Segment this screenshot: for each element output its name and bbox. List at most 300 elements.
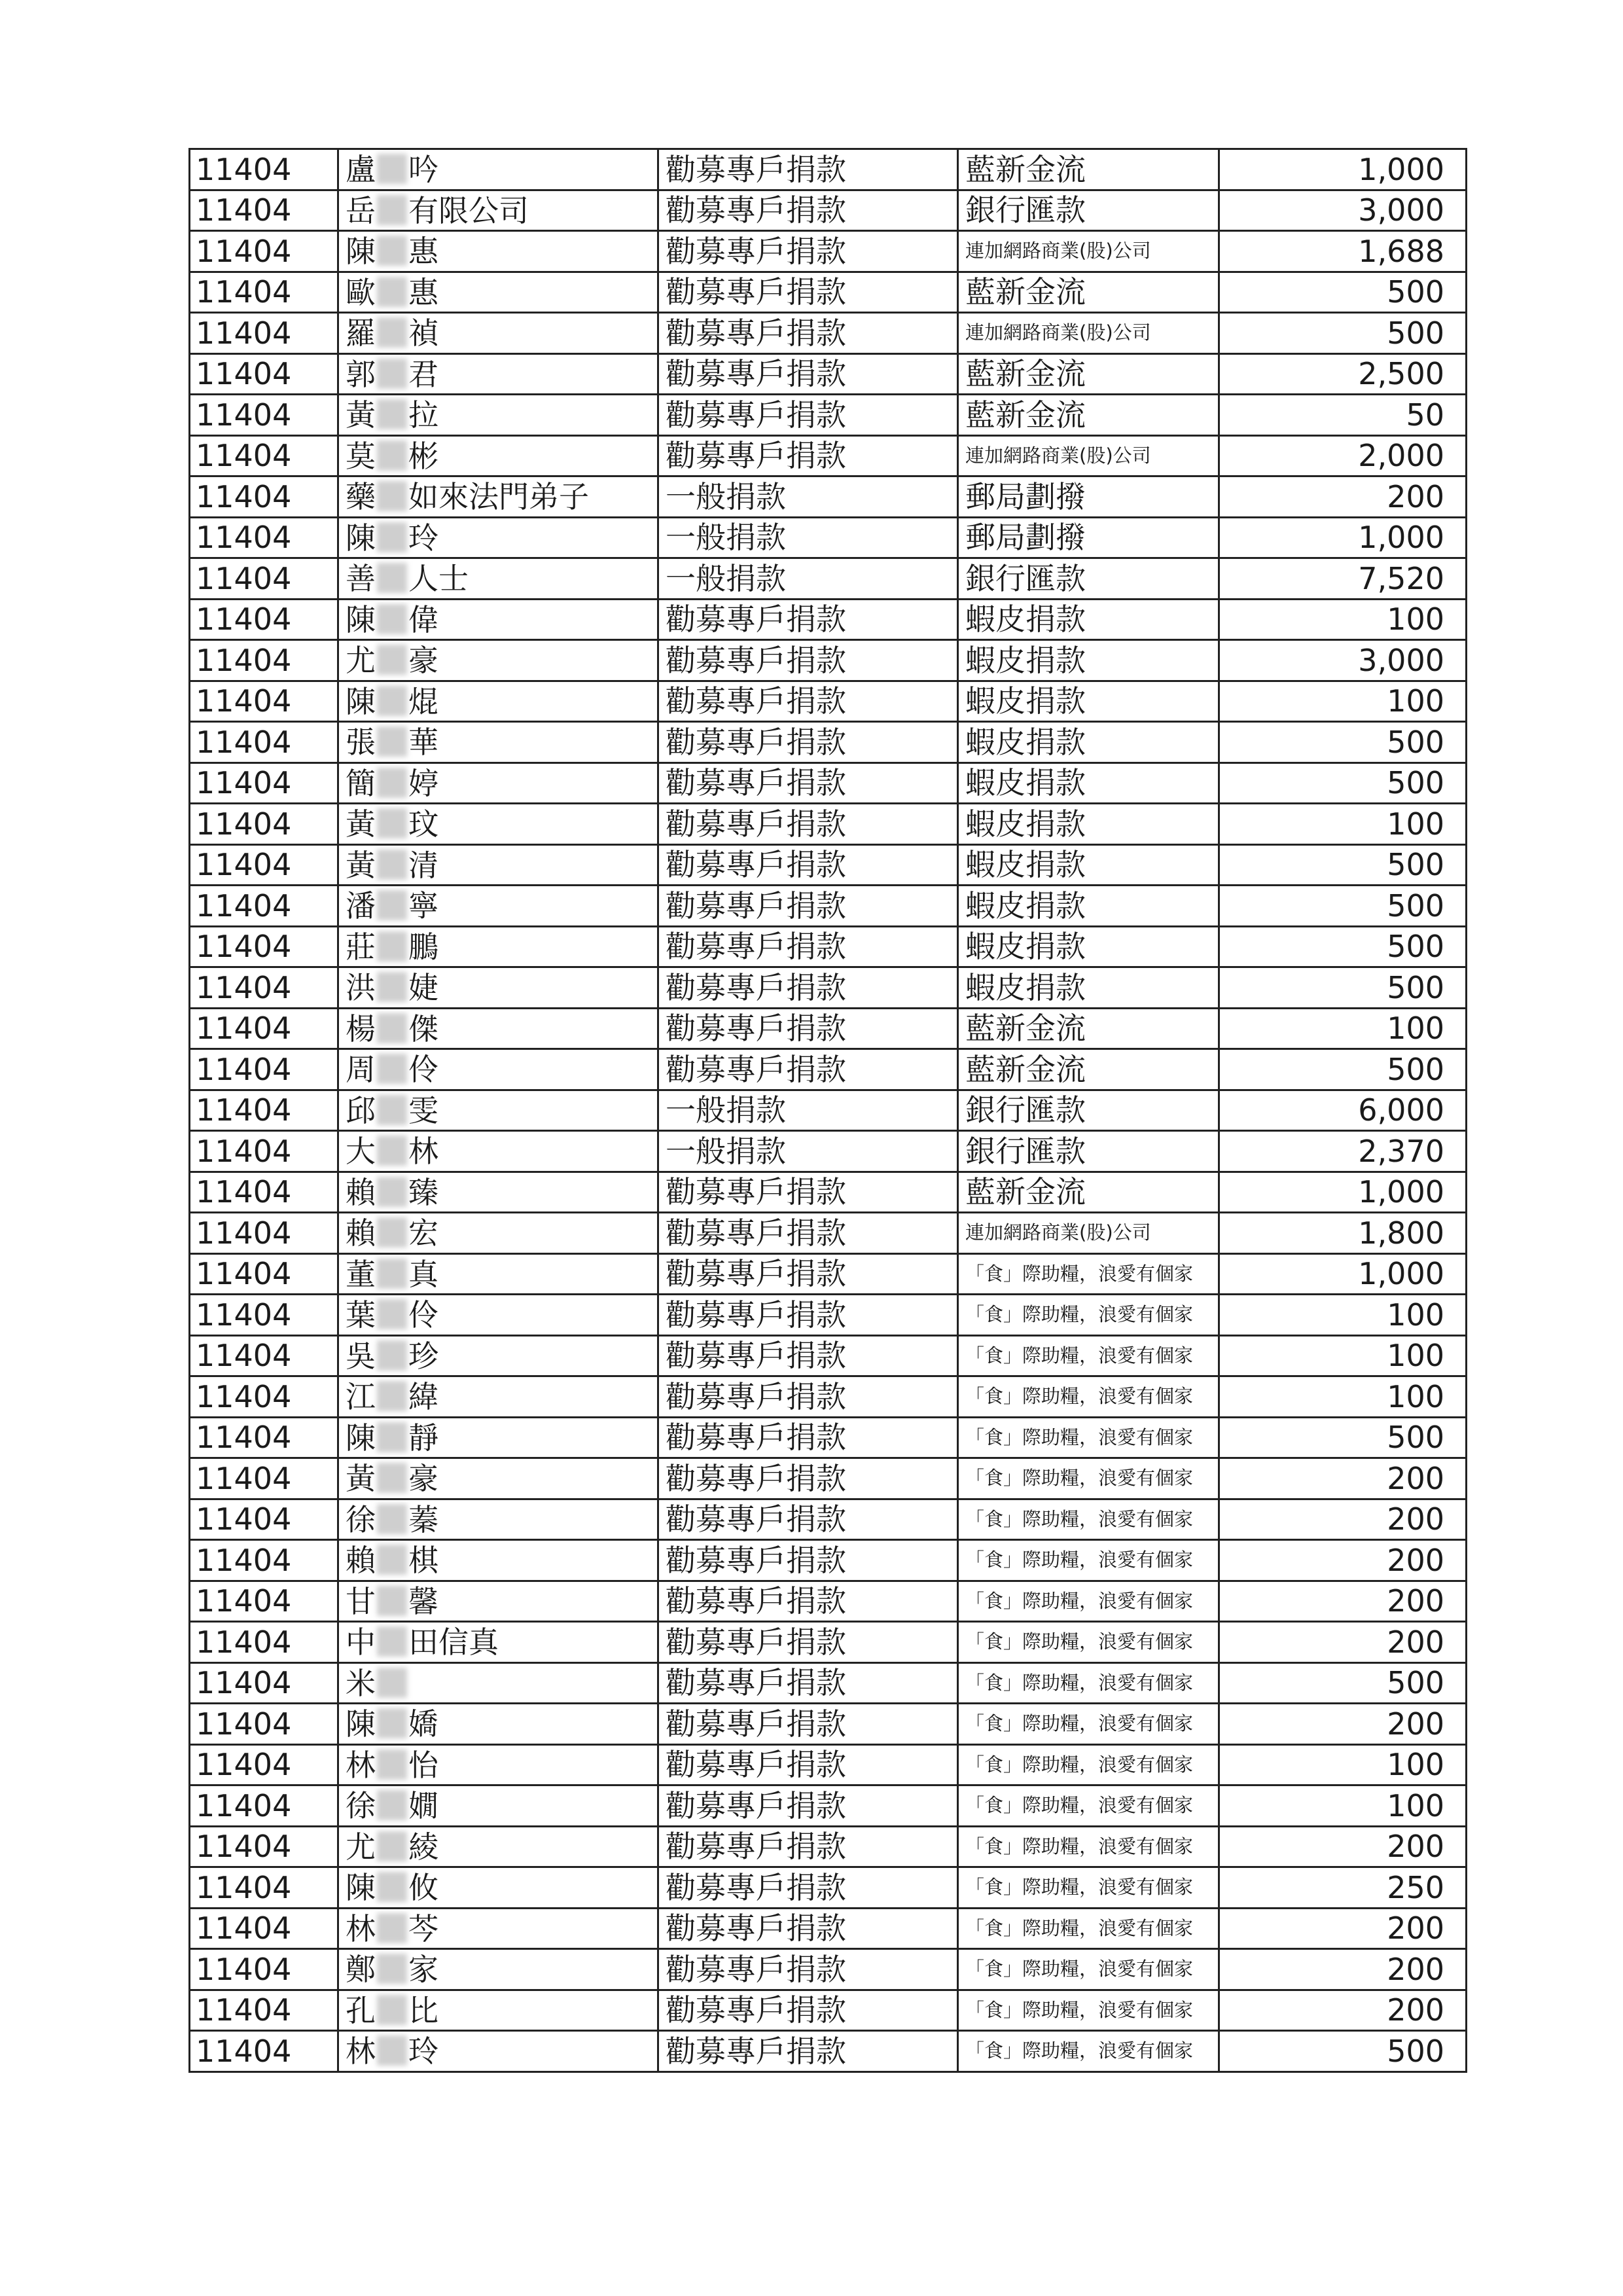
donor-name-first: 大 (346, 1134, 376, 1170)
payment-method-cell: 蝦皮捐款 (958, 886, 1219, 927)
donation-item-cell: 勸募專戶捐款 (658, 395, 958, 436)
donation-item-cell: 勸募專戶捐款 (658, 313, 958, 354)
month-cell: 11404 (190, 1581, 338, 1622)
amount-cell: 200 (1219, 1704, 1467, 1745)
payment-method-cell: 「食」際助糧，浪愛有個家 (958, 1253, 1219, 1295)
donation-item-cell: 勸募專戶捐款 (658, 886, 958, 927)
donor-name-cell (338, 722, 658, 763)
donor-name-cell (338, 435, 658, 476)
month-cell: 11404 (190, 1253, 338, 1295)
donor-name-last: 蓁 (408, 1501, 438, 1537)
payment-method-cell: 蝦皮捐款 (958, 599, 1219, 640)
donation-item-cell: 勸募專戶捐款 (658, 1867, 958, 1909)
name-redaction-blur (377, 1586, 407, 1616)
donor-name-cell (338, 2031, 658, 2072)
table-row (190, 476, 1467, 518)
donor-name-first: 黃 (346, 1461, 376, 1497)
table-row (190, 1131, 1467, 1172)
payment-method-cell: 「食」際助糧，浪愛有個家 (958, 1376, 1219, 1418)
payment-method-cell: 郵局劃撥 (958, 517, 1219, 558)
month-cell: 11404 (190, 231, 338, 272)
payment-method-cell: 蝦皮捐款 (958, 967, 1219, 1009)
table-row (190, 1540, 1467, 1581)
table-row (190, 395, 1467, 436)
donor-name-last: 珍 (408, 1338, 438, 1374)
month-cell: 11404 (190, 1949, 338, 1990)
donor-name-first: 陳 (346, 1420, 376, 1456)
donation-item-cell: 勸募專戶捐款 (658, 1335, 958, 1376)
amount-cell: 500 (1219, 1662, 1467, 1704)
donor-name-cell (338, 231, 658, 272)
payment-method-cell: 連加網路商業(股)公司 (958, 1213, 1219, 1254)
donor-name-last: 玟 (408, 806, 438, 842)
month-cell: 11404 (190, 1458, 338, 1499)
donor-name-last: 玲 (408, 2034, 438, 2070)
amount-cell: 3,000 (1219, 190, 1467, 231)
table-row (190, 1785, 1467, 1827)
donor-name-cell (338, 1417, 658, 1458)
donation-item-cell: 勸募專戶捐款 (658, 1908, 958, 1949)
donation-item-cell: 勸募專戶捐款 (658, 681, 958, 722)
payment-method-cell: 「食」際助糧，浪愛有個家 (958, 1622, 1219, 1663)
amount-cell: 1,000 (1219, 1253, 1467, 1295)
table-row (190, 1458, 1467, 1499)
donor-name-cell (338, 1090, 658, 1131)
donor-name-first: 徐 (346, 1788, 376, 1824)
amount-cell: 500 (1219, 967, 1467, 1009)
donor-name-cell (338, 1253, 658, 1295)
donor-name-cell (338, 1499, 658, 1540)
month-cell: 11404 (190, 1744, 338, 1785)
table-row (190, 517, 1467, 558)
month-cell: 11404 (190, 1908, 338, 1949)
donor-name-cell (338, 1949, 658, 1990)
donor-name-last: 靜 (408, 1420, 438, 1456)
amount-cell: 1,000 (1219, 517, 1467, 558)
donation-item-cell: 勸募專戶捐款 (658, 1172, 958, 1213)
payment-method-cell: 蝦皮捐款 (958, 681, 1219, 722)
month-cell: 11404 (190, 272, 338, 313)
amount-cell: 100 (1219, 1008, 1467, 1049)
donor-name-last: 婷 (408, 765, 438, 801)
donation-item-cell: 勸募專戶捐款 (658, 762, 958, 804)
payment-method-cell: 蝦皮捐款 (958, 844, 1219, 886)
table-row (190, 1949, 1467, 1990)
name-redaction-blur (377, 1831, 407, 1861)
name-redaction-blur (377, 236, 407, 266)
donation-item-cell: 勸募專戶捐款 (658, 1458, 958, 1499)
payment-method-cell: 「食」際助糧，浪愛有個家 (958, 1417, 1219, 1458)
table-row (190, 435, 1467, 476)
donation-item-cell: 勸募專戶捐款 (658, 190, 958, 231)
donor-name-first: 邱 (346, 1092, 376, 1128)
amount-cell: 100 (1219, 1785, 1467, 1827)
amount-cell: 500 (1219, 272, 1467, 313)
donation-item-cell: 勸募專戶捐款 (658, 1704, 958, 1745)
name-redaction-blur (377, 1259, 407, 1289)
table-row (190, 844, 1467, 886)
amount-cell: 100 (1219, 1335, 1467, 1376)
amount-cell: 500 (1219, 2031, 1467, 2072)
donor-name-first: 陳 (346, 601, 376, 637)
donor-name-cell (338, 926, 658, 967)
donor-name-cell (338, 395, 658, 436)
donor-name-cell (338, 1867, 658, 1909)
donor-name-first: 楊 (346, 1011, 376, 1047)
name-redaction-blur (377, 1954, 407, 1984)
payment-method-cell: 蝦皮捐款 (958, 640, 1219, 681)
month-cell: 11404 (190, 1376, 338, 1418)
donor-name-first: 陳 (346, 234, 376, 270)
month-cell: 11404 (190, 2031, 338, 2072)
payment-method-cell: 連加網路商業(股)公司 (958, 231, 1219, 272)
donor-name-last: 婕 (408, 970, 438, 1006)
table-row (190, 1213, 1467, 1254)
donor-name-last: 惠 (408, 274, 438, 310)
donor-name-cell (338, 681, 658, 722)
month-cell: 11404 (190, 395, 338, 436)
name-redaction-blur (377, 440, 407, 471)
month-cell: 11404 (190, 517, 338, 558)
amount-cell: 6,000 (1219, 1090, 1467, 1131)
name-redaction-blur (377, 604, 407, 634)
amount-cell: 250 (1219, 1867, 1467, 1909)
donor-name-last: 禎 (408, 315, 438, 351)
name-redaction-blur (377, 277, 407, 307)
donor-name-first: 岳 (346, 192, 376, 228)
table-row (190, 1295, 1467, 1336)
donation-item-cell: 勸募專戶捐款 (658, 640, 958, 681)
payment-method-cell: 「食」際助糧，浪愛有個家 (958, 1335, 1219, 1376)
donor-name-last: 林 (408, 1134, 438, 1170)
donor-name-last: 緯 (408, 1379, 438, 1415)
donation-item-cell: 勸募專戶捐款 (658, 1417, 958, 1458)
donor-name-first: 董 (346, 1256, 376, 1292)
payment-method-cell: 「食」際助糧，浪愛有個家 (958, 1867, 1219, 1909)
name-redaction-blur (377, 1095, 407, 1125)
amount-cell: 100 (1219, 681, 1467, 722)
payment-method-cell: 「食」際助糧，浪愛有個家 (958, 1662, 1219, 1704)
donor-name-cell (338, 1213, 658, 1254)
amount-cell: 100 (1219, 804, 1467, 845)
donor-name-first: 賴 (346, 1543, 376, 1579)
name-redaction-blur (377, 931, 407, 961)
payment-method-cell: 郵局劃撥 (958, 476, 1219, 518)
payment-method-cell: 「食」際助糧，浪愛有個家 (958, 1744, 1219, 1785)
donor-name-last: 寧 (408, 888, 438, 924)
amount-cell: 200 (1219, 1499, 1467, 1540)
amount-cell: 200 (1219, 1949, 1467, 1990)
donation-item-cell: 勸募專戶捐款 (658, 435, 958, 476)
donor-name-cell (338, 1458, 658, 1499)
donor-name-first: 林 (346, 2034, 376, 2070)
donation-item-cell: 勸募專戶捐款 (658, 599, 958, 640)
donor-name-cell (338, 1581, 658, 1622)
month-cell: 11404 (190, 1662, 338, 1704)
donor-name-cell (338, 1295, 658, 1336)
month-cell: 11404 (190, 844, 338, 886)
amount-cell: 2,370 (1219, 1131, 1467, 1172)
name-redaction-blur (377, 195, 407, 225)
donation-item-cell: 勸募專戶捐款 (658, 1253, 958, 1295)
name-redaction-blur (377, 1422, 407, 1452)
table-row (190, 1499, 1467, 1540)
month-cell: 11404 (190, 1172, 338, 1213)
amount-cell: 100 (1219, 1744, 1467, 1785)
month-cell: 11404 (190, 1417, 338, 1458)
donation-item-cell: 勸募專戶捐款 (658, 272, 958, 313)
donor-name-last: 伶 (408, 1052, 438, 1088)
payment-method-cell: 藍新金流 (958, 395, 1219, 436)
amount-cell: 200 (1219, 1826, 1467, 1867)
name-redaction-blur (377, 563, 407, 593)
donor-name-last: 君 (408, 356, 438, 392)
donor-name-cell (338, 1704, 658, 1745)
donor-name-first: 陳 (346, 1706, 376, 1742)
donor-name-cell (338, 1049, 658, 1090)
donation-item-cell: 勸募專戶捐款 (658, 804, 958, 845)
name-redaction-blur (377, 1463, 407, 1493)
name-redaction-blur (377, 1381, 407, 1411)
donation-item-cell: 勸募專戶捐款 (658, 2031, 958, 2072)
donation-item-cell: 一般捐款 (658, 476, 958, 518)
donor-name-cell (338, 640, 658, 681)
name-redaction-blur (377, 1626, 407, 1657)
table-row (190, 1622, 1467, 1663)
payment-method-cell: 「食」際助糧，浪愛有個家 (958, 1826, 1219, 1867)
donor-name-last: 家 (408, 1952, 438, 1988)
amount-cell: 7,520 (1219, 558, 1467, 600)
name-redaction-blur (377, 1340, 407, 1371)
donation-item-cell: 一般捐款 (658, 558, 958, 600)
donation-item-cell: 勸募專戶捐款 (658, 1744, 958, 1785)
name-redaction-blur (377, 1749, 407, 1780)
donation-table-body (190, 149, 1467, 2072)
donor-name-first: 尤 (346, 1829, 376, 1865)
amount-cell: 500 (1219, 926, 1467, 967)
donor-name-cell (338, 599, 658, 640)
donor-name-last: 嫺 (408, 1788, 438, 1824)
donor-name-last: 豪 (408, 643, 438, 679)
month-cell: 11404 (190, 1131, 338, 1172)
table-row (190, 886, 1467, 927)
donor-name-cell (338, 1131, 658, 1172)
donor-name-cell (338, 1376, 658, 1418)
donor-name-last: 綾 (408, 1829, 438, 1865)
donor-name-first: 鄭 (346, 1952, 376, 1988)
donor-name-last: 真 (408, 1256, 438, 1292)
donation-item-cell: 勸募專戶捐款 (658, 1785, 958, 1827)
donor-name-first: 米 (346, 1665, 376, 1701)
payment-method-cell: 藍新金流 (958, 1008, 1219, 1049)
donation-item-cell: 勸募專戶捐款 (658, 1581, 958, 1622)
donor-name-first: 黃 (346, 397, 376, 433)
table-row (190, 190, 1467, 231)
payment-method-cell: 蝦皮捐款 (958, 804, 1219, 845)
donor-name-cell (338, 517, 658, 558)
payment-method-cell: 「食」際助糧，浪愛有個家 (958, 1295, 1219, 1336)
amount-cell: 100 (1219, 599, 1467, 640)
donor-name-first: 葉 (346, 1297, 376, 1333)
month-cell: 11404 (190, 599, 338, 640)
amount-cell: 2,500 (1219, 353, 1467, 395)
table-row (190, 926, 1467, 967)
donation-item-cell: 勸募專戶捐款 (658, 149, 958, 190)
donor-name-last: 豪 (408, 1461, 438, 1497)
payment-method-cell: 銀行匯款 (958, 190, 1219, 231)
donor-name-cell (338, 1744, 658, 1785)
amount-cell: 200 (1219, 476, 1467, 518)
name-redaction-blur (377, 645, 407, 675)
table-row (190, 558, 1467, 600)
donor-name-first: 陳 (346, 1870, 376, 1906)
donation-item-cell: 勸募專戶捐款 (658, 1540, 958, 1581)
name-redaction-blur (377, 1217, 407, 1247)
name-redaction-blur (377, 399, 407, 429)
donor-name-first: 莫 (346, 438, 376, 474)
month-cell: 11404 (190, 804, 338, 845)
donor-name-first: 羅 (346, 315, 376, 351)
donation-item-cell: 一般捐款 (658, 1090, 958, 1131)
donation-item-cell: 勸募專戶捐款 (658, 1662, 958, 1704)
donor-name-cell (338, 272, 658, 313)
month-cell: 11404 (190, 762, 338, 804)
donor-name-cell (338, 1990, 658, 2031)
payment-method-cell: 「食」際助糧，浪愛有個家 (958, 1785, 1219, 1827)
payment-method-cell: 連加網路商業(股)公司 (958, 313, 1219, 354)
month-cell: 11404 (190, 640, 338, 681)
donation-item-cell: 勸募專戶捐款 (658, 1376, 958, 1418)
month-cell: 11404 (190, 1622, 338, 1663)
payment-method-cell: 「食」際助糧，浪愛有個家 (958, 1990, 1219, 2031)
donor-name-cell (338, 190, 658, 231)
month-cell: 11404 (190, 1295, 338, 1336)
amount-cell: 500 (1219, 844, 1467, 886)
donor-name-first: 黃 (346, 806, 376, 842)
month-cell: 11404 (190, 435, 338, 476)
donor-name-first: 林 (346, 1910, 376, 1946)
payment-method-cell: 「食」際助糧，浪愛有個家 (958, 1458, 1219, 1499)
donor-name-last: 嬌 (408, 1706, 438, 1742)
donor-name-last: 馨 (408, 1583, 438, 1619)
table-row (190, 1172, 1467, 1213)
payment-method-cell: 藍新金流 (958, 272, 1219, 313)
payment-method-cell: 藍新金流 (958, 353, 1219, 395)
payment-method-cell: 「食」際助糧，浪愛有個家 (958, 1581, 1219, 1622)
donation-item-cell: 勸募專戶捐款 (658, 1499, 958, 1540)
payment-method-cell: 蝦皮捐款 (958, 722, 1219, 763)
donor-name-last: 田信真 (408, 1624, 499, 1660)
amount-cell: 1,800 (1219, 1213, 1467, 1254)
name-redaction-blur (377, 850, 407, 880)
donor-name-first: 林 (346, 1747, 376, 1783)
amount-cell: 200 (1219, 1990, 1467, 2031)
name-redaction-blur (377, 1790, 407, 1820)
donor-name-last: 焜 (408, 683, 438, 719)
donor-name-cell (338, 149, 658, 190)
amount-cell: 500 (1219, 1417, 1467, 1458)
amount-cell: 100 (1219, 1376, 1467, 1418)
donor-name-first: 洪 (346, 970, 376, 1006)
payment-method-cell: 「食」際助糧，浪愛有個家 (958, 1908, 1219, 1949)
month-cell: 11404 (190, 313, 338, 354)
donor-name-cell (338, 1335, 658, 1376)
donor-name-cell (338, 844, 658, 886)
name-redaction-blur (377, 972, 407, 1002)
amount-cell: 200 (1219, 1581, 1467, 1622)
month-cell: 11404 (190, 1990, 338, 2031)
donation-item-cell: 勸募專戶捐款 (658, 1990, 958, 2031)
donor-name-last: 傑 (408, 1011, 438, 1047)
donor-name-last: 宏 (408, 1215, 438, 1251)
donor-name-first: 藥 (346, 479, 376, 515)
donor-name-first: 中 (346, 1624, 376, 1660)
donor-name-last: 芩 (408, 1910, 438, 1946)
donor-name-first: 江 (346, 1379, 376, 1415)
donor-name-cell (338, 762, 658, 804)
month-cell: 11404 (190, 190, 338, 231)
name-redaction-blur (377, 1913, 407, 1943)
donor-name-first: 甘 (346, 1583, 376, 1619)
amount-cell: 500 (1219, 1049, 1467, 1090)
donor-name-first: 吳 (346, 1338, 376, 1374)
table-row (190, 1049, 1467, 1090)
name-redaction-blur (377, 317, 407, 348)
table-row (190, 353, 1467, 395)
donation-item-cell: 勸募專戶捐款 (658, 353, 958, 395)
donor-name-first: 尤 (346, 643, 376, 679)
donor-name-first: 黃 (346, 847, 376, 883)
donation-item-cell: 勸募專戶捐款 (658, 1622, 958, 1663)
donor-name-last: 華 (408, 725, 438, 761)
donor-name-first: 張 (346, 725, 376, 761)
payment-method-cell: 「食」際助糧，浪愛有個家 (958, 1949, 1219, 1990)
month-cell: 11404 (190, 1213, 338, 1254)
table-row (190, 640, 1467, 681)
donor-name-cell (338, 1826, 658, 1867)
name-redaction-blur (377, 1668, 407, 1698)
donation-item-cell: 勸募專戶捐款 (658, 1049, 958, 1090)
donor-name-first: 周 (346, 1052, 376, 1088)
table-row (190, 1704, 1467, 1745)
payment-method-cell: 蝦皮捐款 (958, 762, 1219, 804)
month-cell: 11404 (190, 926, 338, 967)
donation-item-cell: 勸募專戶捐款 (658, 1295, 958, 1336)
name-redaction-blur (377, 522, 407, 552)
donor-name-last: 偉 (408, 601, 438, 637)
donor-name-last: 玲 (408, 520, 438, 556)
name-redaction-blur (377, 726, 407, 757)
donor-name-cell (338, 804, 658, 845)
donation-table (188, 148, 1467, 2073)
donor-name-first: 孔 (346, 1992, 376, 2028)
table-row (190, 1990, 1467, 2031)
payment-method-cell: 連加網路商業(股)公司 (958, 435, 1219, 476)
donor-name-cell (338, 1172, 658, 1213)
donor-name-cell (338, 353, 658, 395)
table-row (190, 231, 1467, 272)
month-cell: 11404 (190, 558, 338, 600)
table-row (190, 1826, 1467, 1867)
name-redaction-blur (377, 481, 407, 511)
donor-name-last: 彬 (408, 438, 438, 474)
month-cell: 11404 (190, 149, 338, 190)
donor-name-last: 惠 (408, 234, 438, 270)
month-cell: 11404 (190, 476, 338, 518)
donor-name-cell (338, 886, 658, 927)
donor-name-last: 怡 (408, 1747, 438, 1783)
amount-cell: 50 (1219, 395, 1467, 436)
